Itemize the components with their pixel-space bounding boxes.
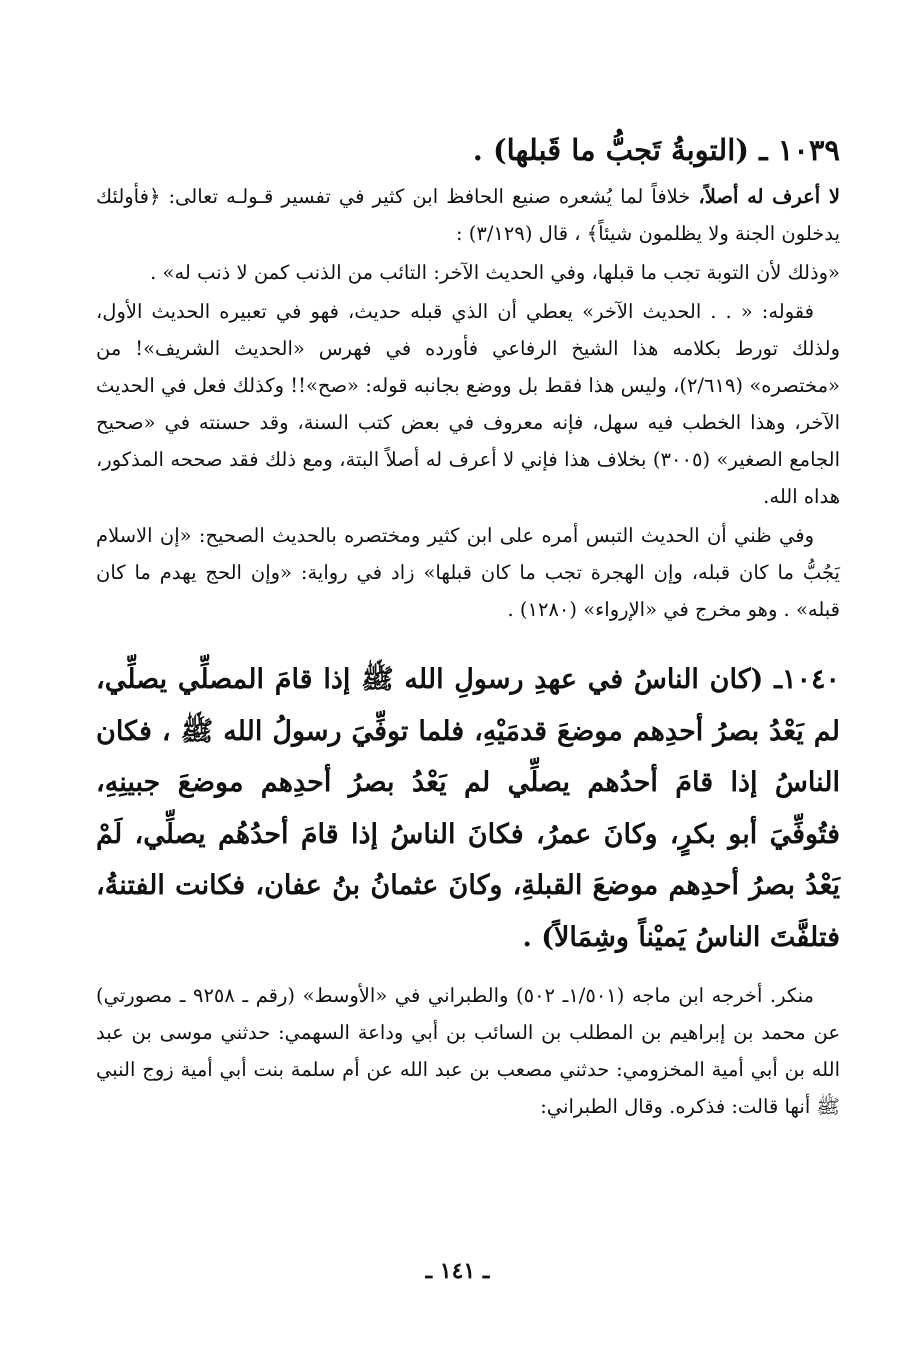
page-number: ـ ١٤١ ـ (425, 1258, 490, 1284)
entry-1039-paragraph-1 (96, 178, 840, 252)
entry-1039-paragraph-1-text: خلافاً لما يُشعره صنيع الحافظ ابن كثير في تفسير قـولـه تعالى: ﴿فأولئك يدخلون الجنة ولا يظلمون شيئاً﴾ ، قال (٣/١٢٩) : (96, 185, 840, 245)
page-body (96, 128, 840, 1125)
entry-1039-paragraph-4: وفي ظني أن الحديث التبس أمره على ابن كثير ومختصره بالحديث الصحيح: «إن الاسلام يَجُبُّ ما كان قبله، وإن الهجرة تجب ما كان قبلها» زاد في رواية: «وإن الحج يهدم ما كان قبله» . وهو مخرج في «الإرواء» (١٢٨٠) . (96, 524, 840, 621)
entry-1039-paragraph-3: فقوله: « . . الحديث الآخر» يعطي أن الذي قبله حديث، فهو في تعبيره الحديث الأول، ولذلك تورط بكلامه هذا الشيخ الرفاعي فأورده في فهرس «الحديث الشريف»! من «مختصره» (٢/٦١٩)، وليس هذا فقط بل ووضع بجانبه قوله: «صح»!! وكذلك فعل في الحديث الآخر، وهذا الخطب فيه سهل، فإنه معروف في بعض كتب السنة، وقد حسنته في «صحيح الجامع الصغير» (٣٠٠٥) بخلاف هذا فإني لا أعرف له أصلاً البتة، ومع ذلك فقد صححه المذكور، هداه الله. (96, 300, 840, 508)
entry-1039-verdict: لا أعرف له أصلاً، (698, 185, 840, 208)
entry-1040-hadith-text: ١٠٤٠ـ (كان الناسُ في عهدِ رسولِ الله ﷺ إذا قامَ المصلِّي يصلِّي، لم يَعْدُ بصرُ أحدِهم موضعَ قدمَيْهِ، فلما توفِّيَ رسولُ الله ﷺ ، فكان الناسُ إذا قامَ أحدُهم يصلِّي لم يَعْدُ بصرُ أحدِهم موضعَ جبينِهِ، فتُوفِّيَ أبو بكرٍ، وكانَ عمرُ، فكانَ الناسُ إذا قامَ أحدُهُم يصلِّي، لَمْ يَعْدُ بصرُ أحدِهم موضعَ القبلةِ، وكانَ عثمانُ بنُ عفان، فكانت الفتنةُ، فتلفَّتَ الناسُ يَميْناً وشِمَالاً) . (96, 664, 840, 953)
entry-1040-notes: منكر. أخرجه ابن ماجه (١/٥٠١ـ ٥٠٢) والطبراني في «الأوسط» (رقم ـ ٩٢٥٨ ـ مصورتي) عن محمد بن إبراهيم بن المطلب بن السائب بن أبي وداعة السهمي: حدثني موسى بن عبد الله بن أبي أمية المخزومي: حدثني مصعب بن عبد الله عن أم سلمة بنت أبي أمية زوج النبي ﷺ أنها قالت: فذكره. وقال الطبراني: (96, 984, 840, 1118)
entry-1039-heading: ١٠٣٩ ـ (التوبةُ تَجبُّ ما قَبلها) . (472, 133, 840, 167)
entry-1039-quote: «وذلك لأن التوبة تجب ما قبلها، وفي الحديث الآخر: التائب من الذنب كمن لا ذنب له» . (150, 261, 840, 284)
